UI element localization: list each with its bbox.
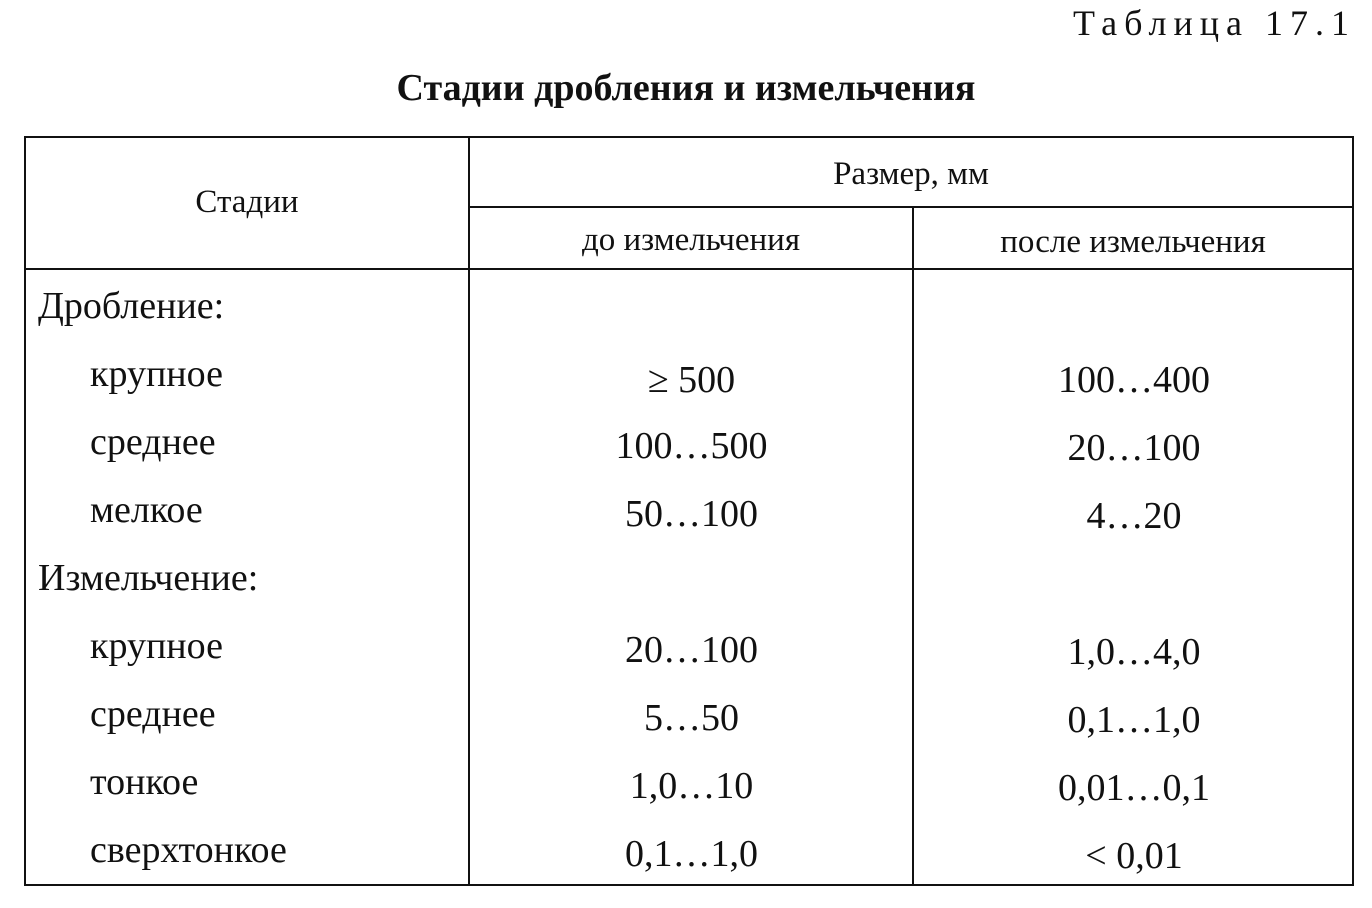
table-row (26, 272, 1351, 340)
stage-cell: крупное (90, 353, 223, 395)
before-cell: 100…500 (615, 425, 768, 467)
stage-cell: Дробление: (38, 285, 225, 327)
after-cell: 4…20 (1086, 495, 1182, 537)
header-before: до измельчения (581, 222, 801, 258)
table-row (26, 340, 1351, 408)
after-cell: < 0,01 (1085, 835, 1183, 877)
after-cell: 1,0…4,0 (1067, 631, 1201, 673)
header-stages: Стадии (195, 184, 299, 220)
header-after: после измельчения (1000, 224, 1266, 260)
after-cell: 0,1…1,0 (1067, 699, 1201, 741)
table-row (26, 680, 1351, 748)
stage-cell: крупное (90, 625, 223, 667)
before-cell: ≥ 500 (647, 359, 736, 401)
header-subdivider (468, 206, 1352, 208)
after-cell: 100…400 (1058, 359, 1210, 401)
stage-cell: среднее (90, 421, 216, 463)
stage-cell: Измельчение: (38, 557, 259, 599)
table-title: Стадии дробления и измельчения (396, 67, 976, 109)
before-cell: 5…50 (644, 697, 739, 739)
after-cell: 0,01…0,1 (1058, 767, 1210, 809)
table-row (26, 816, 1351, 884)
before-cell: 1,0…10 (629, 765, 754, 807)
table-row (26, 612, 1351, 680)
header-bottom-line (26, 268, 1352, 270)
header-size: Размер, мм (833, 156, 989, 192)
after-cell: 20…100 (1067, 427, 1201, 469)
before-cell: 20…100 (625, 629, 758, 671)
before-cell: 50…100 (625, 493, 758, 535)
table-row (26, 748, 1351, 816)
table-row (26, 476, 1351, 544)
before-cell: 0,1…1,0 (625, 833, 758, 875)
table-row (26, 544, 1351, 612)
stage-cell: среднее (90, 693, 216, 735)
stage-cell: сверхтонкое (90, 829, 287, 871)
stage-cell: мелкое (90, 489, 203, 531)
table-row (26, 408, 1351, 476)
stages-table (24, 136, 1354, 886)
stage-cell: тонкое (90, 761, 199, 803)
table-number: Таблица 17.1 (1073, 3, 1356, 43)
